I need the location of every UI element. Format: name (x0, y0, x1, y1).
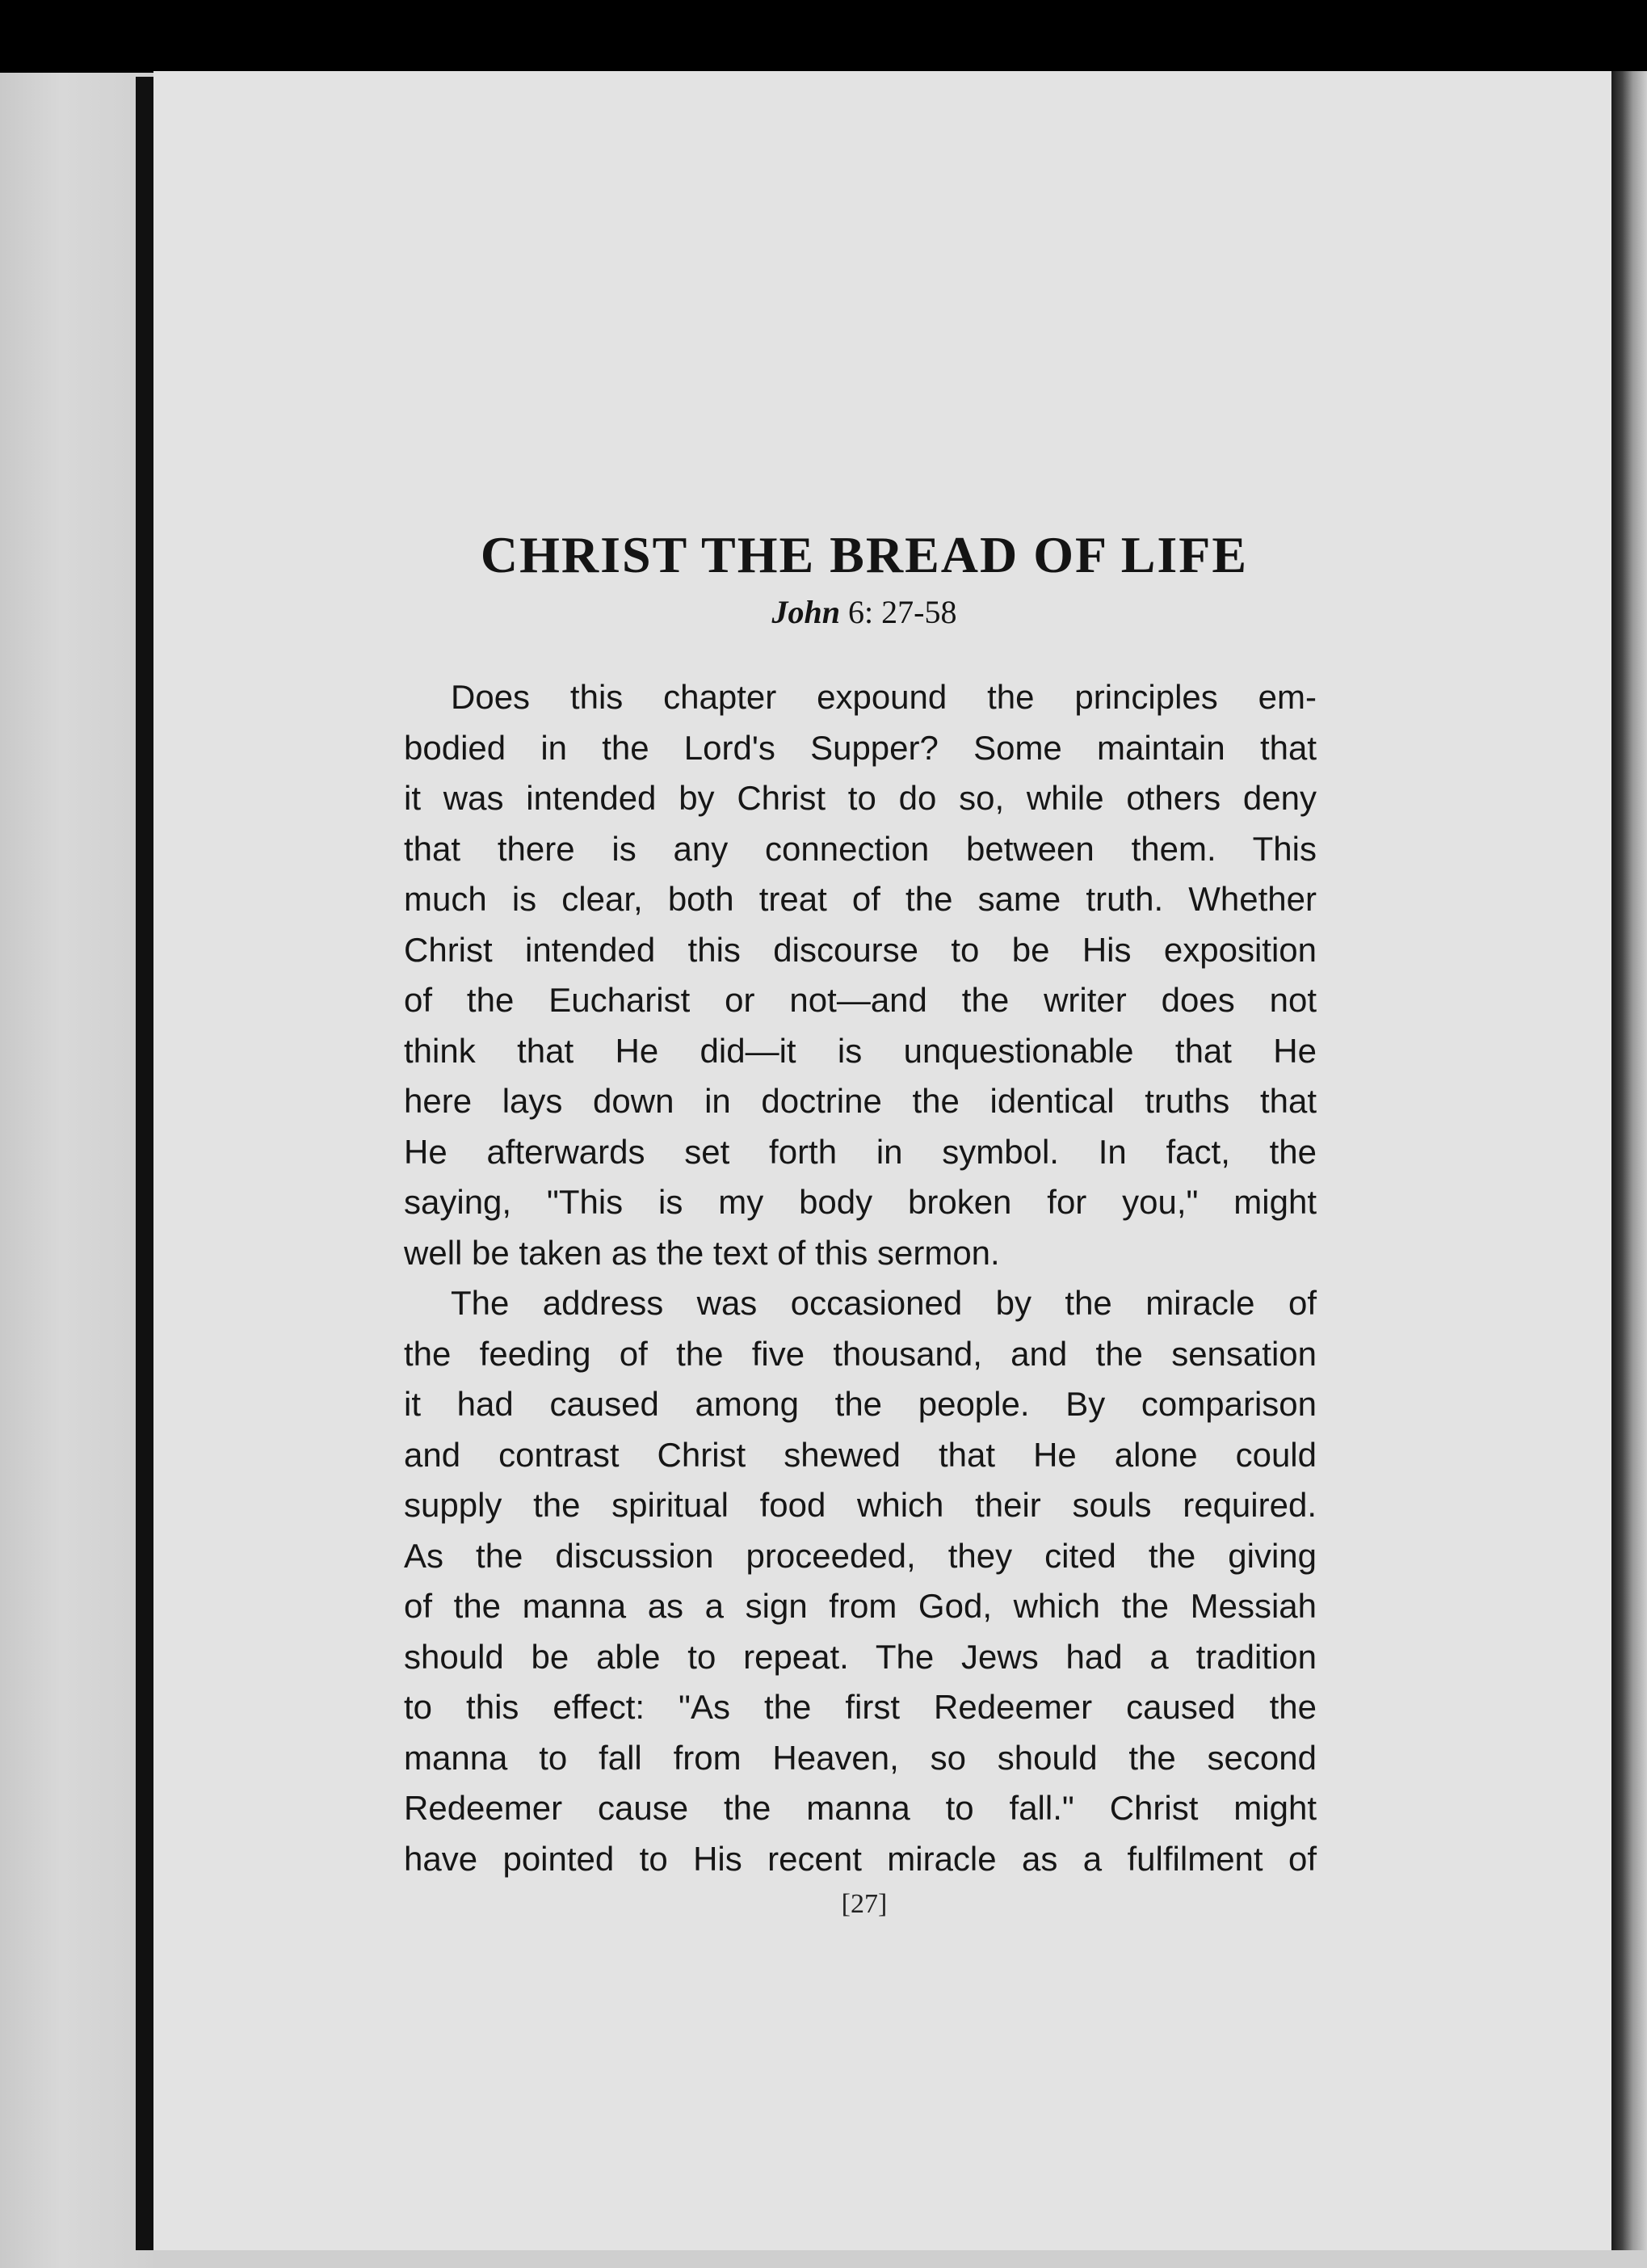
text-line: saying, "This is my body broken for you," might (404, 1183, 1317, 1221)
right-page-edge (1611, 71, 1647, 2268)
text-line: The address was occasioned by the miracle of (451, 1284, 1317, 1322)
scan-bottom-border (153, 2250, 1647, 2268)
scripture-reference (404, 596, 1325, 629)
page-number: [27] (841, 1889, 888, 1919)
text-line: well be taken as the text of this sermon. (404, 1233, 1000, 1272)
text-line: that there is any connection between them. This (404, 829, 1317, 868)
chapter-title: CHRIST THE BREAD OF LIFE (480, 526, 1249, 583)
text-line: Does this chapter expound the principles em- (451, 678, 1317, 716)
paragraph (404, 1278, 1317, 1884)
text-line: bodied in the Lord's Supper? Some maintain that (404, 728, 1317, 767)
text-line: have pointed to His recent miracle as a fulfilment of (404, 1839, 1317, 1878)
text-line: Christ intended this discourse to be His exposition (404, 930, 1317, 969)
text-line: of the Eucharist or not—and the writer does not (404, 981, 1317, 1019)
paragraph (404, 672, 1317, 1278)
body-text (404, 672, 1317, 1884)
text-line: to this effect: "As the first Redeemer caused the (404, 1688, 1317, 1726)
text-line: the feeding of the five thousand, and the sensation (404, 1334, 1317, 1373)
text-line: it was intended by Christ to do so, while others deny (404, 779, 1317, 817)
text-line: of the manna as a sign from God, which the Messiah (404, 1587, 1317, 1625)
text-line: and contrast Christ shewed that He alone could (404, 1435, 1317, 1474)
text-line: As the discussion proceeded, they cited the giving (404, 1536, 1317, 1575)
text-line: Redeemer cause the manna to fall." Christ might (404, 1789, 1317, 1827)
text-line: it had caused among the people. By comparison (404, 1385, 1317, 1423)
text-line: supply the spiritual food which their souls required. (404, 1486, 1317, 1524)
reference-book: John (771, 594, 841, 630)
scan-top-border (0, 0, 1647, 73)
text-line: should be able to repeat. The Jews had a tradition (404, 1637, 1317, 1676)
text-line: here lays down in doctrine the identical truths that (404, 1082, 1317, 1120)
text-line: think that He did—it is unquestionable that He (404, 1031, 1317, 1070)
reference-verses: 6: 27-58 (848, 594, 957, 630)
text-line: much is clear, both treat of the same truth. Whether (404, 880, 1317, 918)
text-line: He afterwards set forth in symbol. In fact, the (404, 1132, 1317, 1171)
left-page-margin (0, 73, 153, 2268)
text-line: manna to fall from Heaven, so should the second (404, 1738, 1317, 1777)
binding-edge (136, 77, 153, 2250)
